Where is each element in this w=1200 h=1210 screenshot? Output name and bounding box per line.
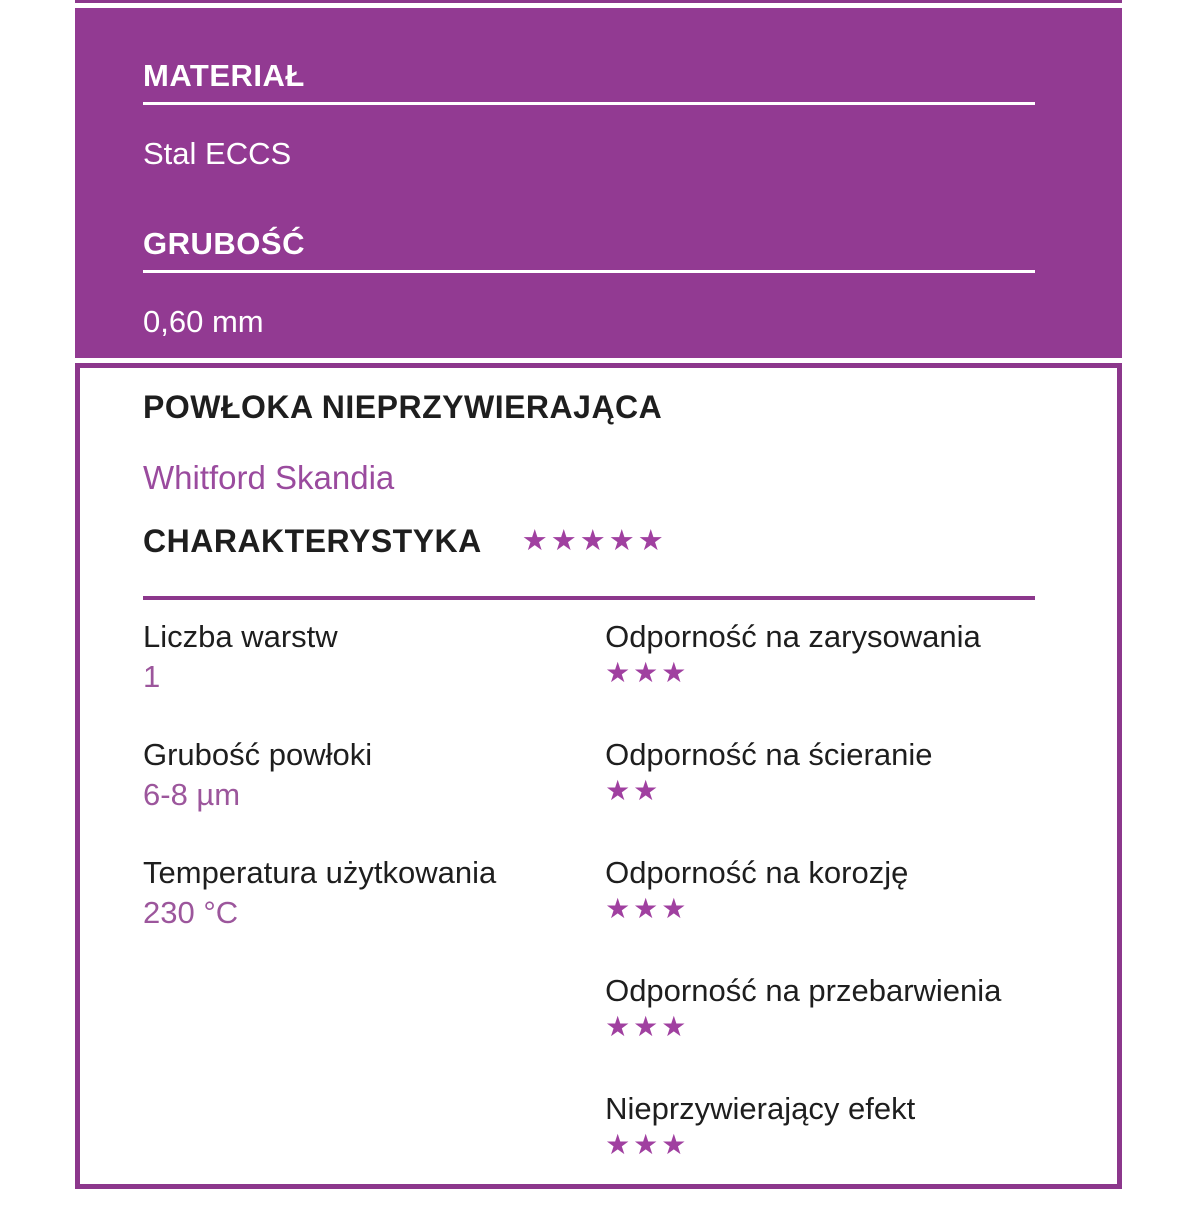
header-underline xyxy=(143,270,1035,273)
characteristics-row xyxy=(143,524,1092,558)
property-label: Odporność na korozję xyxy=(605,855,909,890)
header-section-value: 0,60 mm xyxy=(143,304,264,339)
top-divider-line xyxy=(75,0,1122,3)
header-section-label: GRUBOŚĆ xyxy=(143,226,305,261)
property-rating-stars: ★★★ xyxy=(605,1129,690,1160)
property-rating-stars: ★★★ xyxy=(605,1011,690,1042)
header-underline xyxy=(143,102,1035,105)
property-label: Odporność na ścieranie xyxy=(605,737,933,772)
property-item xyxy=(143,738,605,856)
rated-properties-column xyxy=(605,620,1092,1210)
property-item xyxy=(605,974,1092,1092)
text-properties-column xyxy=(143,620,605,1210)
property-label: Liczba warstw xyxy=(143,619,338,654)
property-item xyxy=(605,1092,1092,1210)
property-label: Odporność na zarysowania xyxy=(605,619,981,654)
property-value: 6-8 µm xyxy=(143,777,241,812)
property-item xyxy=(605,620,1092,738)
property-value: 230 °C xyxy=(143,895,239,930)
property-label: Odporność na przebarwienia xyxy=(605,973,1002,1008)
coating-brand-name: Whitford Skandia xyxy=(143,459,395,496)
property-rating-stars: ★★★ xyxy=(605,893,690,924)
property-item xyxy=(143,856,605,974)
property-label: Nieprzywierający efekt xyxy=(605,1091,916,1126)
coating-spec-box xyxy=(75,363,1122,1189)
material-header-block xyxy=(75,8,1122,358)
header-section xyxy=(143,228,1092,338)
property-rating-stars: ★★ xyxy=(605,775,662,806)
property-item xyxy=(143,620,605,738)
property-label: Temperatura użytkowania xyxy=(143,855,497,890)
property-item xyxy=(605,856,1092,974)
property-item xyxy=(605,738,1092,856)
property-value: 1 xyxy=(143,659,161,694)
overall-rating-stars: ★★★★★ xyxy=(521,524,667,557)
header-section-label: MATERIAŁ xyxy=(143,58,305,93)
section-divider-line xyxy=(143,596,1035,600)
property-label: Grubość powłoki xyxy=(143,737,373,772)
property-rating-stars: ★★★ xyxy=(605,657,690,688)
header-section xyxy=(143,60,1092,170)
characteristics-heading: CHARAKTERYSTYKA xyxy=(143,523,482,559)
header-section-value: Stal ECCS xyxy=(143,136,292,171)
coating-section-title: POWŁOKA NIEPRZYWIERAJĄCA xyxy=(143,389,663,425)
properties-grid xyxy=(143,620,1092,1210)
